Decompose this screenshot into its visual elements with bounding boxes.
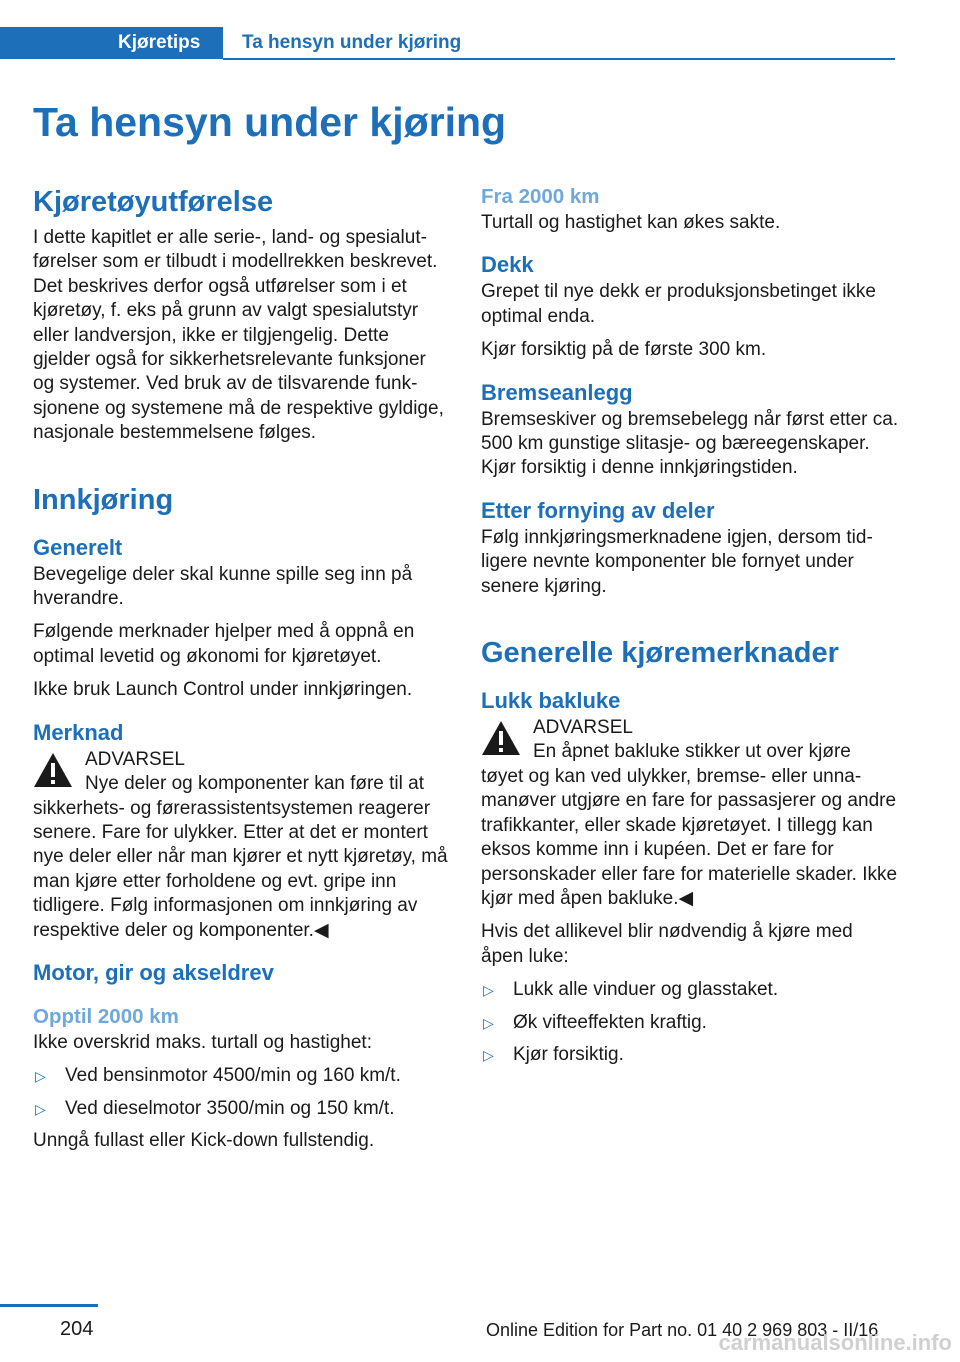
warning-triangle-icon [481,720,521,756]
left-column [33,178,448,1154]
triangle-bullet-icon: ▷ [483,1014,494,1031]
warning-label: ADVARSEL [85,748,185,770]
watermark: carmanualsonline.info [718,1330,952,1355]
subheading-etter-fornying: Etter fornying av deler [481,497,715,523]
list-item: ▷ Kjør forsiktig. [481,1043,899,1067]
page-number: 204 [60,1318,94,1340]
header-section-title: Ta hensyn under kjøring [242,32,462,53]
triangle-bullet-icon: ▷ [483,982,494,999]
page-title: Ta hensyn under kjøring [33,99,507,145]
footer-rule [0,1304,98,1307]
paragraph-etter-fornying: Følg innkjøringsmerknadene igjen, dersom tidligere nevnte komponenter ble fornyet under senere kjøring. [481,526,873,597]
bullet-list-bakluke [481,978,899,1067]
list-item: ▷ Lukk alle vinduer og glasstaket. [481,978,899,1002]
warning-text: sikkerhets- og førerassistentsystemen reagerer senere. Fare for ulykker. Etter at det er montert nye deler eller når man kjører et nytt kjøretøy, må man kjøre etter forholdene og evt. gripe inn tidligere. Følg informasjonen om innkjøring av respektive deler og komponenter.◀ [33,797,448,941]
section-title-innkjoring: Innkjøring [33,483,174,516]
triangle-bullet-icon: ▷ [483,1046,494,1063]
subheading-generelt: Generelt [33,534,123,560]
paragraph-opptil: Ikke overskrid maks. turtall og hastighet: [33,1031,372,1053]
bullet-list-limits [33,1064,448,1121]
subheading-opptil-2000: Opptil 2000 km [33,1004,179,1028]
triangle-bullet-icon: ▷ [35,1100,46,1117]
list-item: ▷ Ved bensinmotor 4500/min og 160 km/t. [33,1064,448,1088]
warning-line-1: Nye deler og komponenter kan føre til at [85,773,425,795]
subheading-lukk-bakluke: Lukk bakluke [481,688,621,714]
subheading-dekk: Dekk [481,252,534,278]
header-tab-kjoretips [0,27,223,59]
paragraph-hvis: Hvis det allikevel blir nødvendig å kjøre med åpen luke: [481,921,853,967]
list-item: ▷ Ved dieselmotor 3500/min og 150 km/t. [33,1097,448,1121]
right-column [481,183,899,1075]
warning-line-1: En åpnet bakluke stikker ut over kjøre [533,741,851,763]
list-item: ▷ Øk vifteeffekten kraftig. [481,1011,899,1035]
paragraph-dekk-1: Grepet til nye dekk er produksjonsbetinget ikke optimal enda. [481,281,876,327]
paragraph-generelt-1: Bevegelige deler skal kunne spille seg inn på hverandre. [33,563,413,610]
section-title-kjoretoyutforelse: Kjøretøyutførelse [33,186,274,218]
subheading-motor: Motor, gir og akseldrev [33,959,274,985]
paragraph-fra-2000: Turtall og hastighet kan økes sakte. [481,212,781,233]
subheading-fra-2000: Fra 2000 km [481,185,600,208]
paragraph-bremseanlegg: Bremseskiver og bremsebelegg når først etter ca. 500 km gunstige slitasje- og bæreegenskaper. Kjør forsiktig i denne innkjøringstiden. [481,408,899,479]
header-tab-label: Kjøretips [118,32,201,53]
paragraph-generelt-2: Følgende merknader hjelper med å oppnå en optimal levetid og økonomi for kjøretøyet. [33,621,415,667]
warning-label: ADVARSEL [533,717,633,739]
subheading-bremseanlegg: Bremseanlegg [481,379,633,405]
triangle-bullet-icon: ▷ [35,1068,46,1085]
paragraph-closing: Unngå fullast eller Kick-down fullstendig. [33,1130,375,1152]
subheading-merknad: Merknad [33,719,124,745]
warning-triangle-icon [33,752,73,788]
paragraph-dekk-2: Kjør forsiktig på de første 300 km. [481,339,767,361]
warning-block [481,716,899,765]
section-title-generelle: Generelle kjøremerknader [481,637,839,670]
warning-text: tøyet og kan ved ulykker, bremse- eller unnamanøver utgjøre en fare for passasjerer og andre trafikkanter, eller skade kjøretøyet. I tillegg kan eksos komme inn i kupéen. Det er fare for personskader eller fare for materielle skader. Ikke kjør med åpen bakluke.◀ [481,765,898,909]
paragraph-generelt-3: Ikke bruk Launch Control under innkjøringen. [33,679,413,701]
warning-block [33,748,448,797]
header-rule [223,58,895,60]
edition-text: Online Edition for Part no. 01 40 2 969 803 - II/16 [486,1320,879,1340]
paragraph-kjoretoyutforelse: I dette kapitlet er alle serie-, land- og spesialutførelser som er tilbudt i modellrekken beskrevet. Det beskrives derfor også utførelser som i et kjøretøy, f. eks på grunn av valgt spesialutstyr eller landversjon, ikke er tilgjengelig. Dette gjelder også for sikkerhetsrelevante funksjoner og systemer. Ved bruk av de tilsvarende funksjonene og systemene må de respektive gyldige, nasjonale bestemmelsene følges. [33,227,444,444]
